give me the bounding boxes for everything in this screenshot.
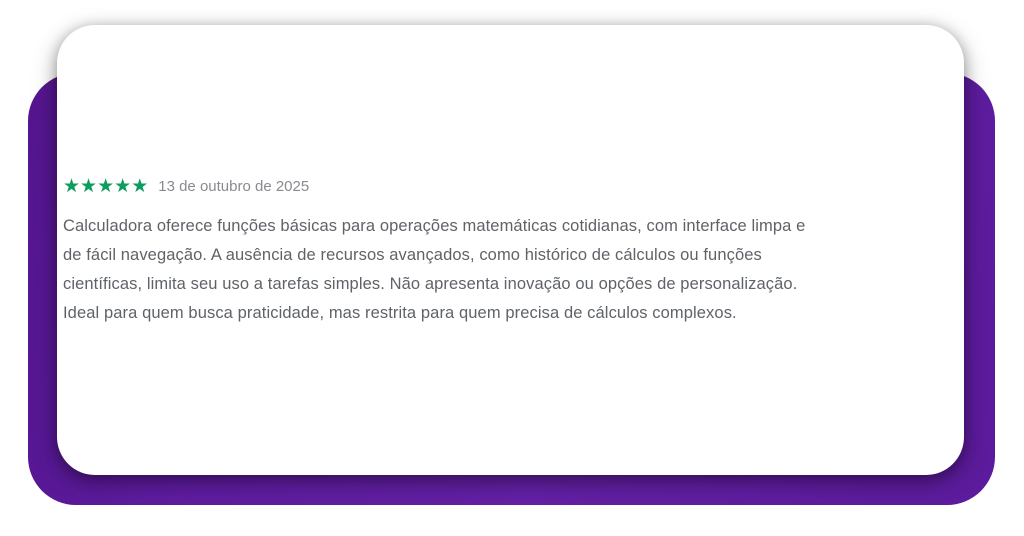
review-header (63, 177, 309, 197)
star-icon: ★ (114, 176, 132, 197)
star-icon: ★ (63, 176, 81, 197)
star-icon: ★ (97, 176, 115, 197)
review-text (63, 212, 958, 328)
review-date: 13 de outubro de 2025 (158, 178, 310, 195)
review-text-line: Ideal para quem busca praticidade, mas restrita para quem precisa de cálculos complexos. (63, 304, 737, 322)
star-rating (63, 177, 148, 197)
review-text-line: de fácil navegação. A ausência de recursos avançados, como histórico de cálculos ou funções (63, 246, 762, 264)
star-icon: ★ (80, 176, 98, 197)
review-card (57, 25, 964, 475)
star-icon: ★ (131, 176, 149, 197)
review-text-line: científicas, limita seu uso a tarefas simples. Não apresenta inovação ou opções de personalização. (63, 275, 798, 293)
review-text-line: Calculadora oferece funções básicas para operações matemáticas cotidianas, com interface limpa e (63, 217, 806, 235)
